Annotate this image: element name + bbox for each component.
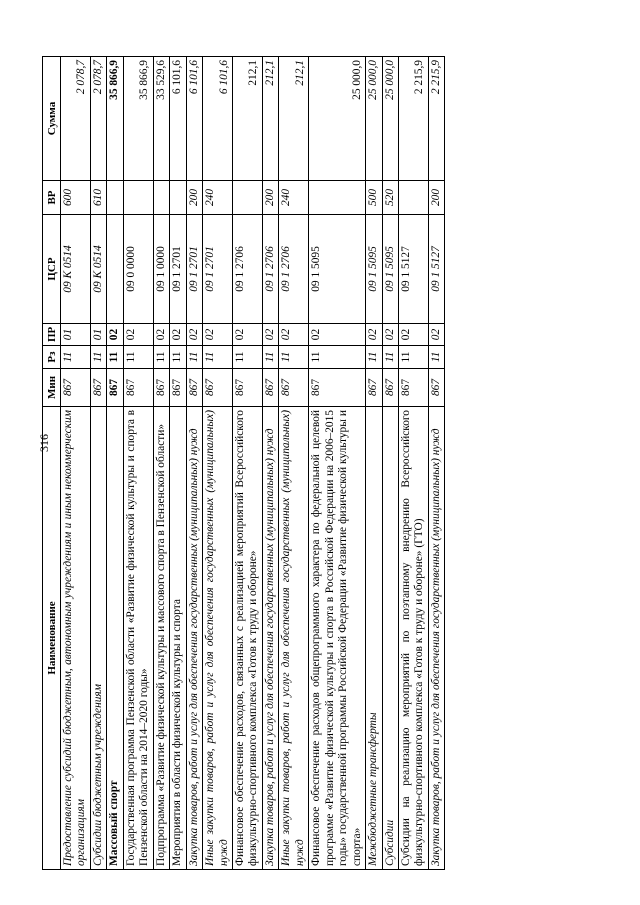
budget-table-container [42, 57, 445, 870]
cell-rz: 11 [262, 346, 278, 369]
cell-sum: 6 101,6 [203, 57, 233, 181]
cell-pr: 02 [203, 324, 233, 346]
page-number: 316 [37, 434, 51, 452]
cell-vr [309, 181, 366, 215]
cell-min: 867 [366, 369, 382, 407]
cell-rz: 11 [232, 346, 262, 369]
table-row [428, 57, 444, 870]
cell-rz: 11 [382, 346, 398, 369]
cell-vr [123, 181, 153, 215]
table-body [61, 57, 445, 870]
cell-name: Субсидии на реализацию мероприятий по поэтапному внедрению Всероссийского физкультурно-спортивного комплекса «Готов к труду и обороне» (ГТО) [398, 407, 428, 870]
cell-min: 867 [382, 369, 398, 407]
cell-name: Массовый спорт [107, 407, 123, 870]
cell-sum: 212,1 [232, 57, 262, 181]
cell-rz: 11 [153, 346, 169, 369]
table-row [398, 57, 428, 870]
cell-name: Иные закупки товаров, работ и услуг для обеспечения государственных (муниципальных) нужд [203, 407, 233, 870]
cell-vr [232, 181, 262, 215]
cell-rz: 11 [61, 346, 91, 369]
table-header-row [43, 57, 61, 870]
table-row [382, 57, 398, 870]
cell-min: 867 [123, 369, 153, 407]
cell-pr: 02 [279, 324, 309, 346]
cell-csr: 09 1 2706 [279, 215, 309, 324]
cell-name: Государственная программа Пензенской области «Развитие физической культуры и спорта в Пензенской области на 2014–2020 годы» [123, 407, 153, 870]
cell-pr: 02 [186, 324, 202, 346]
cell-min: 867 [398, 369, 428, 407]
cell-csr: 09 1 5127 [428, 215, 444, 324]
cell-sum: 2 215,9 [398, 57, 428, 181]
cell-vr: 240 [203, 181, 233, 215]
cell-min: 867 [232, 369, 262, 407]
cell-vr: 610 [90, 181, 106, 215]
cell-min: 867 [186, 369, 202, 407]
cell-pr: 02 [382, 324, 398, 346]
cell-csr: 09 1 5095 [382, 215, 398, 324]
cell-name: Мероприятия в области физической культуры и спорта [170, 407, 186, 870]
cell-name: Закупка товаров, работ и услуг для обеспечения государственных (муниципальных) нужд [262, 407, 278, 870]
cell-name: Субсидии [382, 407, 398, 870]
table-row [262, 57, 278, 870]
cell-name: Иные закупки товаров, работ и услуг для обеспечения государственных (муниципальных) нужд [279, 407, 309, 870]
cell-min: 867 [428, 369, 444, 407]
table-row [279, 57, 309, 870]
cell-csr: 09 1 2701 [186, 215, 202, 324]
cell-rz: 11 [366, 346, 382, 369]
table-row [366, 57, 382, 870]
cell-csr: 09 1 2706 [232, 215, 262, 324]
cell-pr: 01 [61, 324, 91, 346]
cell-sum: 25 000,0 [309, 57, 366, 181]
header-rz: Рз [43, 346, 61, 369]
cell-min: 867 [309, 369, 366, 407]
cell-sum: 25 000,0 [366, 57, 382, 181]
cell-vr [170, 181, 186, 215]
cell-sum: 212,1 [279, 57, 309, 181]
cell-rz: 11 [123, 346, 153, 369]
table-row [186, 57, 202, 870]
cell-min: 867 [279, 369, 309, 407]
cell-pr: 02 [309, 324, 366, 346]
header-vr: ВР [43, 181, 61, 215]
cell-pr: 02 [153, 324, 169, 346]
cell-pr: 02 [170, 324, 186, 346]
cell-rz: 11 [107, 346, 123, 369]
cell-name: Предоставление субсидий бюджетным, автономным учреждениям и иным некоммерческим организациям [61, 407, 91, 870]
cell-sum: 35 866,9 [123, 57, 153, 181]
cell-name: Субсидии бюджетным учреждениям [90, 407, 106, 870]
cell-name: Закупка товаров, работ и услуг для обеспечения государственных (муниципальных) нужд [428, 407, 444, 870]
cell-rz: 11 [398, 346, 428, 369]
table-row [107, 57, 123, 870]
cell-min: 867 [107, 369, 123, 407]
cell-csr: 09 0 0000 [123, 215, 153, 324]
table-row [232, 57, 262, 870]
cell-pr: 02 [366, 324, 382, 346]
header-min: Мин [43, 369, 61, 407]
cell-min: 867 [61, 369, 91, 407]
cell-vr: 200 [262, 181, 278, 215]
header-csr: ЦСР [43, 215, 61, 324]
cell-csr: 09 1 5095 [309, 215, 366, 324]
cell-pr: 02 [123, 324, 153, 346]
table-row [123, 57, 153, 870]
table-row [170, 57, 186, 870]
cell-vr: 240 [279, 181, 309, 215]
cell-rz: 11 [279, 346, 309, 369]
table-row [61, 57, 91, 870]
table-row [153, 57, 169, 870]
cell-csr: 09 К 0514 [61, 215, 91, 324]
cell-rz: 11 [428, 346, 444, 369]
cell-vr: 600 [61, 181, 91, 215]
header-name: Наименование [43, 407, 61, 870]
cell-csr: 09 1 2701 [170, 215, 186, 324]
header-sum: Сумма [43, 57, 61, 181]
cell-sum: 2 078,7 [61, 57, 91, 181]
cell-pr: 02 [262, 324, 278, 346]
table-row [309, 57, 366, 870]
cell-vr [398, 181, 428, 215]
cell-sum: 6 101,6 [186, 57, 202, 181]
table-row [203, 57, 233, 870]
cell-sum: 35 866,9 [107, 57, 123, 181]
cell-vr: 200 [428, 181, 444, 215]
cell-vr [107, 181, 123, 215]
cell-csr: 09 1 5127 [398, 215, 428, 324]
cell-vr [153, 181, 169, 215]
cell-pr: 01 [90, 324, 106, 346]
cell-name: Финансовое обеспечение расходов, связанных с реализацией мероприятий Всероссийского физкультурно-спортивного комплекса «Готов к труду и обороне» [232, 407, 262, 870]
budget-table [42, 56, 445, 870]
cell-sum: 25 000,0 [382, 57, 398, 181]
cell-pr: 02 [232, 324, 262, 346]
cell-csr: 09 1 0000 [153, 215, 169, 324]
table-row [90, 57, 106, 870]
cell-sum: 6 101,6 [170, 57, 186, 181]
cell-rz: 11 [309, 346, 366, 369]
cell-name: Закупка товаров, работ и услуг для обеспечения государственных (муниципальных) нужд [186, 407, 202, 870]
cell-min: 867 [203, 369, 233, 407]
cell-min: 867 [170, 369, 186, 407]
cell-pr: 02 [107, 324, 123, 346]
cell-name: Финансовое обеспечение расходов общепрограммного характера по федеральной целевой программе «Развитие физической культуры и спорта в Российской Федерации на 2006–2015 годы» государственной программы Российской Федерации «Развитие физической культуры и спорта» [309, 407, 366, 870]
cell-rz: 11 [203, 346, 233, 369]
cell-min: 867 [262, 369, 278, 407]
cell-vr: 500 [366, 181, 382, 215]
cell-min: 867 [90, 369, 106, 407]
cell-vr: 200 [186, 181, 202, 215]
cell-pr: 02 [428, 324, 444, 346]
cell-sum: 2 215,9 [428, 57, 444, 181]
cell-csr: 09 К 0514 [90, 215, 106, 324]
cell-sum: 212,1 [262, 57, 278, 181]
cell-rz: 11 [170, 346, 186, 369]
cell-csr: 09 1 5095 [366, 215, 382, 324]
cell-name: Подпрограмма «Развитие физической культуры и массового спорта в Пензенской области» [153, 407, 169, 870]
cell-pr: 02 [398, 324, 428, 346]
cell-sum: 2 078,7 [90, 57, 106, 181]
cell-csr [107, 215, 123, 324]
cell-rz: 11 [90, 346, 106, 369]
cell-vr: 520 [382, 181, 398, 215]
cell-csr: 09 1 2701 [203, 215, 233, 324]
cell-min: 867 [153, 369, 169, 407]
cell-rz: 11 [186, 346, 202, 369]
header-pr: ПР [43, 324, 61, 346]
cell-csr: 09 1 2706 [262, 215, 278, 324]
cell-sum: 33 529,6 [153, 57, 169, 181]
cell-name: Межбюджетные трансферты [366, 407, 382, 870]
